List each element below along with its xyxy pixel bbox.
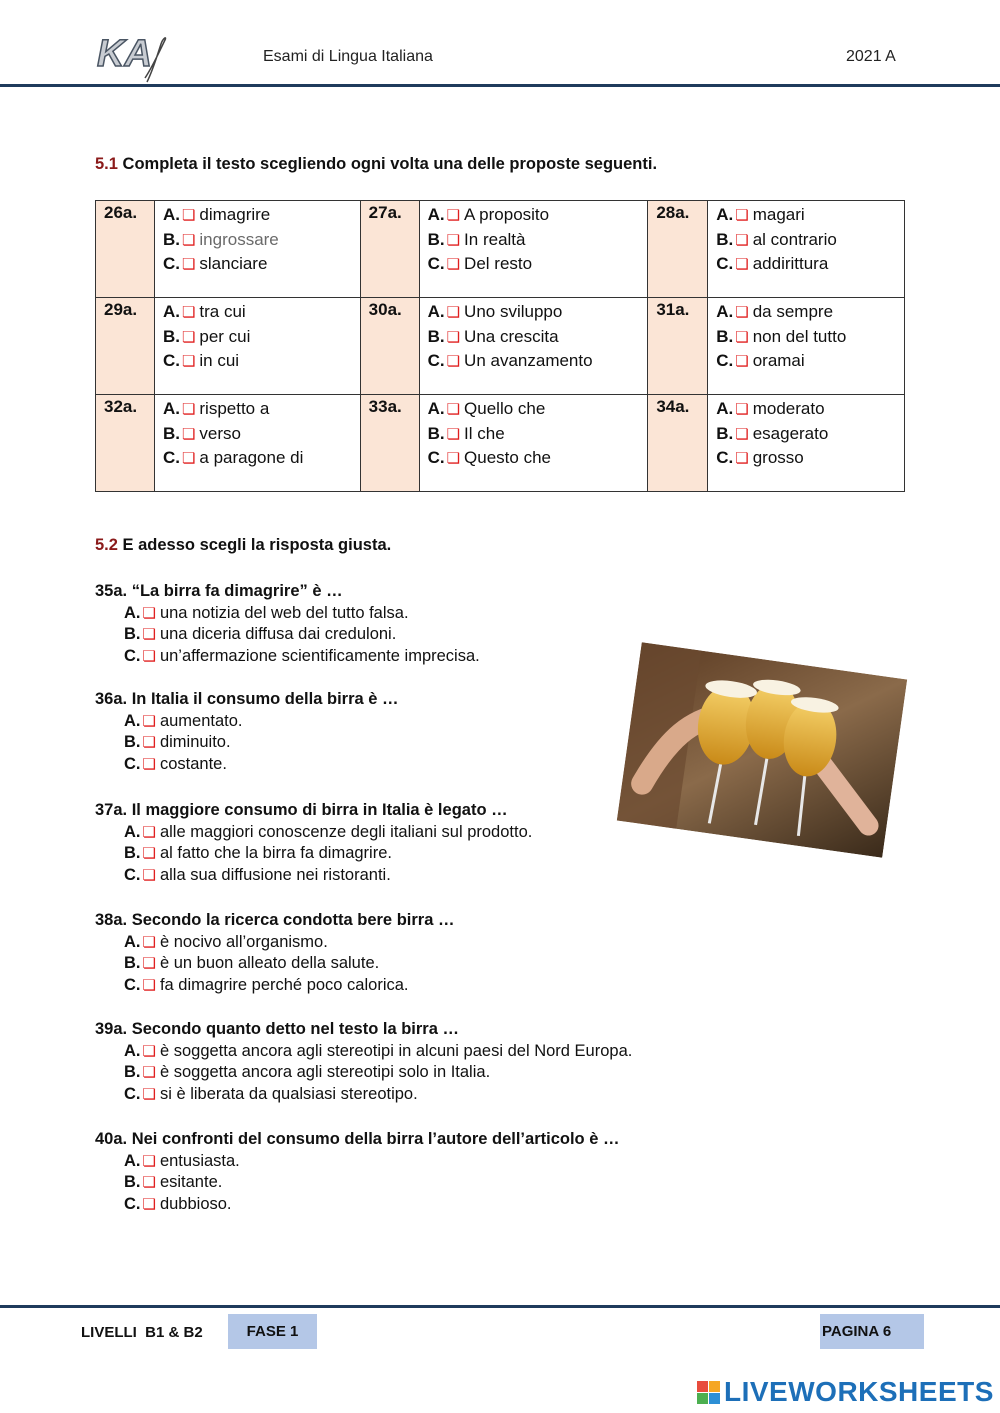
option-text: Il che bbox=[464, 423, 505, 443]
question-heading: 35a. “La birra fa dimagrire” è … bbox=[95, 582, 343, 600]
logo-image bbox=[95, 26, 173, 86]
question-number: 34a. bbox=[648, 395, 708, 492]
checkbox-icon[interactable]: ❏ bbox=[181, 401, 196, 418]
answer-option[interactable] bbox=[124, 755, 227, 774]
question-number: 30a. bbox=[360, 298, 419, 395]
liveworksheets-logo-icon bbox=[696, 1378, 722, 1408]
answer-option[interactable] bbox=[124, 1195, 232, 1214]
option-text: Del resto bbox=[464, 254, 533, 273]
options-cell bbox=[708, 298, 905, 395]
checkbox-icon[interactable]: ❏ bbox=[735, 401, 749, 418]
option-letter: A. bbox=[427, 399, 445, 418]
option-letter: A. bbox=[162, 205, 180, 224]
checkbox-icon[interactable]: ❏ bbox=[142, 1064, 156, 1081]
option-letter: A. bbox=[124, 603, 141, 622]
liveworksheets-brand: LIVEWORKSHEETS bbox=[724, 1376, 994, 1407]
option-text: è un buon alleato della salute. bbox=[159, 954, 380, 972]
question-heading: 36a. In Italia il consumo della birra è … bbox=[95, 690, 399, 708]
checkbox-icon[interactable]: ❏ bbox=[142, 712, 156, 730]
option-item[interactable] bbox=[428, 228, 640, 253]
checkbox-icon[interactable]: ❏ bbox=[181, 353, 196, 370]
answer-option[interactable] bbox=[124, 866, 391, 885]
checkbox-icon[interactable]: ❏ bbox=[142, 1152, 156, 1170]
checkbox-icon[interactable]: ❏ bbox=[181, 450, 196, 467]
option-letter: A. bbox=[124, 932, 141, 951]
option-letter: B. bbox=[716, 423, 734, 443]
answer-option[interactable] bbox=[124, 1173, 222, 1192]
option-letter: B. bbox=[124, 625, 141, 643]
options-cell bbox=[154, 201, 360, 298]
checkbox-icon[interactable]: ❏ bbox=[446, 425, 461, 443]
checkbox-icon[interactable]: ❏ bbox=[446, 207, 461, 224]
option-letter: A. bbox=[716, 399, 734, 418]
question-number: 27a. bbox=[360, 201, 419, 298]
checkbox-icon[interactable]: ❏ bbox=[735, 231, 749, 249]
option-text: verso bbox=[199, 423, 241, 443]
section-title: Completa il testo scegliendo ogni volta una delle proposte seguenti. bbox=[122, 155, 658, 173]
checkbox-icon[interactable]: ❏ bbox=[142, 604, 156, 622]
section-heading bbox=[95, 536, 391, 555]
option-text: una notizia del web del tutto falsa. bbox=[159, 603, 409, 622]
option-item[interactable] bbox=[428, 349, 640, 374]
beer-toast-photo bbox=[617, 642, 907, 858]
option-text: dubbioso. bbox=[159, 1194, 232, 1213]
option-text: Un avanzamento bbox=[464, 351, 593, 370]
option-letter: B. bbox=[162, 229, 180, 249]
option-letter: C. bbox=[124, 754, 141, 773]
option-letter: B. bbox=[427, 326, 445, 346]
answer-option[interactable] bbox=[124, 844, 392, 863]
option-item[interactable] bbox=[163, 397, 352, 422]
table-row bbox=[96, 201, 905, 298]
option-text: è soggetta ancora agli stereotipi in alcuni paesi del Nord Europa. bbox=[159, 1041, 633, 1060]
checkbox-icon[interactable]: ❏ bbox=[446, 256, 461, 273]
option-text: grosso bbox=[752, 448, 804, 467]
option-letter: B. bbox=[124, 954, 141, 972]
option-text: aumentato. bbox=[159, 711, 243, 730]
option-letter: C. bbox=[124, 975, 141, 994]
checkbox-icon[interactable]: ❏ bbox=[142, 1195, 156, 1213]
option-text: dimagrire bbox=[199, 205, 271, 224]
checkbox-icon[interactable]: ❏ bbox=[142, 845, 156, 862]
option-letter: A. bbox=[716, 205, 734, 224]
option-text: A proposito bbox=[464, 205, 550, 224]
option-item[interactable] bbox=[716, 446, 896, 471]
option-item[interactable] bbox=[716, 228, 896, 253]
option-text: Questo che bbox=[464, 448, 551, 467]
option-letter: B. bbox=[162, 326, 180, 346]
question-number: 26a. bbox=[96, 201, 155, 298]
checkbox-icon[interactable]: ❏ bbox=[181, 328, 196, 346]
section-heading bbox=[95, 155, 657, 174]
answer-option[interactable] bbox=[124, 1085, 418, 1104]
checkbox-icon[interactable]: ❏ bbox=[142, 933, 156, 951]
option-text: al fatto che la birra fa dimagrire. bbox=[159, 844, 392, 862]
option-text: Una crescita bbox=[464, 326, 559, 346]
option-letter: C. bbox=[427, 351, 445, 370]
option-text: entusiasta. bbox=[159, 1151, 240, 1170]
option-letter: C. bbox=[162, 448, 180, 467]
option-text: è soggetta ancora agli stereotipi solo in Italia. bbox=[159, 1063, 491, 1081]
checkbox-icon[interactable]: ❏ bbox=[142, 647, 156, 665]
option-item[interactable] bbox=[716, 203, 896, 228]
header-year: 2021 A bbox=[846, 48, 896, 65]
checkbox-icon[interactable]: ❏ bbox=[142, 734, 156, 751]
option-letter: C. bbox=[716, 448, 734, 467]
header-divider bbox=[0, 84, 1000, 87]
option-letter: A. bbox=[124, 1151, 141, 1170]
options-cell bbox=[708, 395, 905, 492]
checkbox-icon[interactable]: ❏ bbox=[142, 955, 156, 972]
option-letter: C. bbox=[162, 254, 180, 273]
option-item[interactable] bbox=[163, 446, 352, 471]
option-text: magari bbox=[752, 205, 805, 224]
answer-option[interactable] bbox=[124, 625, 396, 644]
option-item[interactable] bbox=[428, 203, 640, 228]
answer-option[interactable] bbox=[124, 712, 243, 731]
checkbox-icon[interactable]: ❏ bbox=[181, 207, 196, 224]
checkbox-icon[interactable]: ❏ bbox=[181, 304, 196, 321]
answer-option[interactable] bbox=[124, 976, 409, 995]
option-text: oramai bbox=[752, 351, 805, 370]
option-letter: A. bbox=[716, 302, 734, 321]
checkbox-icon[interactable]: ❏ bbox=[142, 1042, 156, 1060]
answer-option[interactable] bbox=[124, 823, 532, 842]
table-row bbox=[96, 395, 905, 492]
option-text: non del tutto bbox=[752, 326, 847, 346]
option-text: per cui bbox=[199, 326, 251, 346]
option-letter: C. bbox=[124, 1194, 141, 1213]
option-letter: C. bbox=[427, 254, 445, 273]
option-text: al contrario bbox=[752, 229, 837, 249]
option-text: rispetto a bbox=[199, 399, 270, 418]
footer-page: PAGINA 6 bbox=[820, 1314, 924, 1349]
question-number: 31a. bbox=[648, 298, 708, 395]
option-text: moderato bbox=[752, 399, 825, 418]
options-cell bbox=[419, 298, 648, 395]
option-text: alla sua diffusione nei ristoranti. bbox=[159, 865, 391, 884]
options-cell bbox=[419, 395, 648, 492]
option-letter: A. bbox=[124, 711, 141, 730]
question-heading: 40a. Nei confronti del consumo della birra l’autore dell’articolo è … bbox=[95, 1130, 620, 1148]
option-text: esagerato bbox=[752, 423, 829, 443]
option-letter: A. bbox=[427, 205, 445, 224]
answer-option[interactable] bbox=[124, 933, 328, 952]
checkbox-icon[interactable]: ❏ bbox=[735, 450, 749, 467]
option-text: a paragone di bbox=[199, 448, 304, 467]
option-item[interactable] bbox=[163, 203, 352, 228]
answer-option[interactable] bbox=[124, 1152, 240, 1171]
option-text: Quello che bbox=[464, 399, 546, 418]
option-letter: B. bbox=[716, 326, 734, 346]
section-number: 5.2 bbox=[95, 536, 118, 554]
answer-option[interactable] bbox=[124, 647, 480, 666]
option-text: una diceria diffusa dai creduloni. bbox=[159, 625, 397, 643]
section-number: 5.1 bbox=[95, 155, 118, 173]
checkbox-icon[interactable]: ❏ bbox=[446, 353, 461, 370]
option-item[interactable] bbox=[428, 446, 640, 471]
option-item[interactable] bbox=[163, 228, 352, 253]
answer-option[interactable] bbox=[124, 1042, 632, 1061]
answer-option[interactable] bbox=[124, 1063, 490, 1082]
svg-text:KA: KA bbox=[97, 33, 152, 75]
option-letter: C. bbox=[124, 646, 141, 665]
option-item[interactable] bbox=[428, 325, 640, 350]
option-letter: C. bbox=[427, 448, 445, 467]
option-text: costante. bbox=[159, 754, 227, 773]
question-heading: 38a. Secondo la ricerca condotta bere birra … bbox=[95, 911, 455, 929]
option-item[interactable] bbox=[716, 252, 896, 277]
option-text: fa dimagrire perché poco calorica. bbox=[159, 975, 409, 994]
checkbox-icon[interactable]: ❏ bbox=[142, 1174, 156, 1191]
option-item[interactable] bbox=[428, 422, 640, 447]
question-number: 28a. bbox=[648, 201, 708, 298]
checkbox-icon[interactable]: ❏ bbox=[735, 425, 749, 443]
checkbox-icon[interactable]: ❏ bbox=[735, 207, 749, 224]
options-cell bbox=[154, 395, 360, 492]
footer-divider bbox=[0, 1305, 1000, 1308]
question-heading: 39a. Secondo quanto detto nel testo la birra … bbox=[95, 1020, 459, 1038]
checkbox-icon[interactable]: ❏ bbox=[142, 866, 156, 884]
option-item[interactable] bbox=[163, 325, 352, 350]
question-number: 29a. bbox=[96, 298, 155, 395]
option-text: tra cui bbox=[199, 302, 246, 321]
checkbox-icon[interactable]: ❏ bbox=[735, 353, 749, 370]
option-item[interactable] bbox=[163, 349, 352, 374]
option-text: si è liberata da qualsiasi stereotipo. bbox=[159, 1084, 418, 1103]
checkbox-icon[interactable]: ❏ bbox=[735, 256, 749, 273]
option-letter: B. bbox=[427, 423, 445, 443]
option-letter: C. bbox=[716, 254, 734, 273]
answer-option[interactable] bbox=[124, 604, 409, 623]
option-item[interactable] bbox=[163, 422, 352, 447]
option-text: esitante. bbox=[159, 1173, 223, 1191]
option-letter: C. bbox=[162, 351, 180, 370]
option-item[interactable] bbox=[716, 349, 896, 374]
checkbox-icon[interactable]: ❏ bbox=[446, 231, 461, 249]
option-letter: A. bbox=[124, 1041, 141, 1060]
option-letter: A. bbox=[427, 302, 445, 321]
option-letter: A. bbox=[124, 822, 141, 841]
option-item[interactable] bbox=[716, 397, 896, 422]
checkbox-icon[interactable]: ❏ bbox=[181, 256, 196, 273]
options-cell bbox=[419, 201, 648, 298]
answer-option[interactable] bbox=[124, 733, 231, 752]
option-letter: B. bbox=[124, 1173, 141, 1191]
option-letter: B. bbox=[427, 229, 445, 249]
checkbox-icon[interactable]: ❏ bbox=[446, 328, 461, 346]
option-letter: B. bbox=[124, 844, 141, 862]
checkbox-icon[interactable]: ❏ bbox=[446, 450, 461, 467]
option-text: Uno sviluppo bbox=[464, 302, 563, 321]
option-item[interactable] bbox=[716, 325, 896, 350]
footer-levels: LIVELLI B1 & B2 bbox=[81, 1324, 203, 1341]
option-letter: B. bbox=[124, 1063, 141, 1081]
option-item[interactable] bbox=[428, 300, 640, 325]
checkbox-icon[interactable]: ❏ bbox=[446, 401, 461, 418]
option-item[interactable] bbox=[428, 397, 640, 422]
checkbox-icon[interactable]: ❏ bbox=[142, 823, 156, 841]
option-item[interactable] bbox=[163, 300, 352, 325]
checkbox-icon[interactable]: ❏ bbox=[446, 304, 461, 321]
checkbox-icon[interactable]: ❏ bbox=[181, 231, 196, 249]
checkbox-icon[interactable]: ❏ bbox=[181, 425, 196, 443]
option-text: diminuito. bbox=[159, 733, 231, 751]
option-letter: C. bbox=[124, 865, 141, 884]
option-letter: B. bbox=[124, 733, 141, 751]
option-text: slanciare bbox=[199, 254, 268, 273]
option-item[interactable] bbox=[163, 252, 352, 277]
question-number: 32a. bbox=[96, 395, 155, 492]
question-heading: 37a. Il maggiore consumo di birra in Italia è legato … bbox=[95, 801, 508, 819]
option-text: in cui bbox=[199, 351, 240, 370]
option-letter: B. bbox=[162, 423, 180, 443]
checkbox-icon[interactable]: ❏ bbox=[142, 626, 156, 643]
question-number: 33a. bbox=[360, 395, 419, 492]
option-text: ingrossare bbox=[199, 229, 279, 249]
answer-option[interactable] bbox=[124, 954, 379, 973]
option-text: In realtà bbox=[464, 229, 526, 249]
option-letter: B. bbox=[716, 229, 734, 249]
footer-phase: FASE 1 bbox=[228, 1314, 317, 1349]
option-item[interactable] bbox=[716, 422, 896, 447]
option-letter: C. bbox=[716, 351, 734, 370]
option-item[interactable] bbox=[716, 300, 896, 325]
option-item[interactable] bbox=[428, 252, 640, 277]
options-cell bbox=[154, 298, 360, 395]
option-letter: A. bbox=[162, 399, 180, 418]
option-text: da sempre bbox=[752, 302, 834, 321]
option-text: alle maggiori conoscenze degli italiani sul prodotto. bbox=[159, 822, 533, 841]
checkbox-icon[interactable]: ❏ bbox=[735, 304, 749, 321]
checkbox-icon[interactable]: ❏ bbox=[142, 1085, 156, 1103]
checkbox-icon[interactable]: ❏ bbox=[735, 328, 749, 346]
option-letter: C. bbox=[124, 1084, 141, 1103]
options-table bbox=[95, 200, 905, 492]
header-title: Esami di Lingua Italiana bbox=[263, 48, 433, 65]
section-title: E adesso scegli la risposta giusta. bbox=[122, 536, 392, 554]
option-text: un’affermazione scientificamente imprecisa. bbox=[159, 646, 480, 665]
checkbox-icon[interactable]: ❏ bbox=[142, 976, 156, 994]
option-letter: A. bbox=[162, 302, 180, 321]
table-row bbox=[96, 298, 905, 395]
options-cell bbox=[708, 201, 905, 298]
option-text: è nocivo all’organismo. bbox=[159, 932, 328, 951]
option-text: addirittura bbox=[752, 254, 829, 273]
checkbox-icon[interactable]: ❏ bbox=[142, 755, 156, 773]
